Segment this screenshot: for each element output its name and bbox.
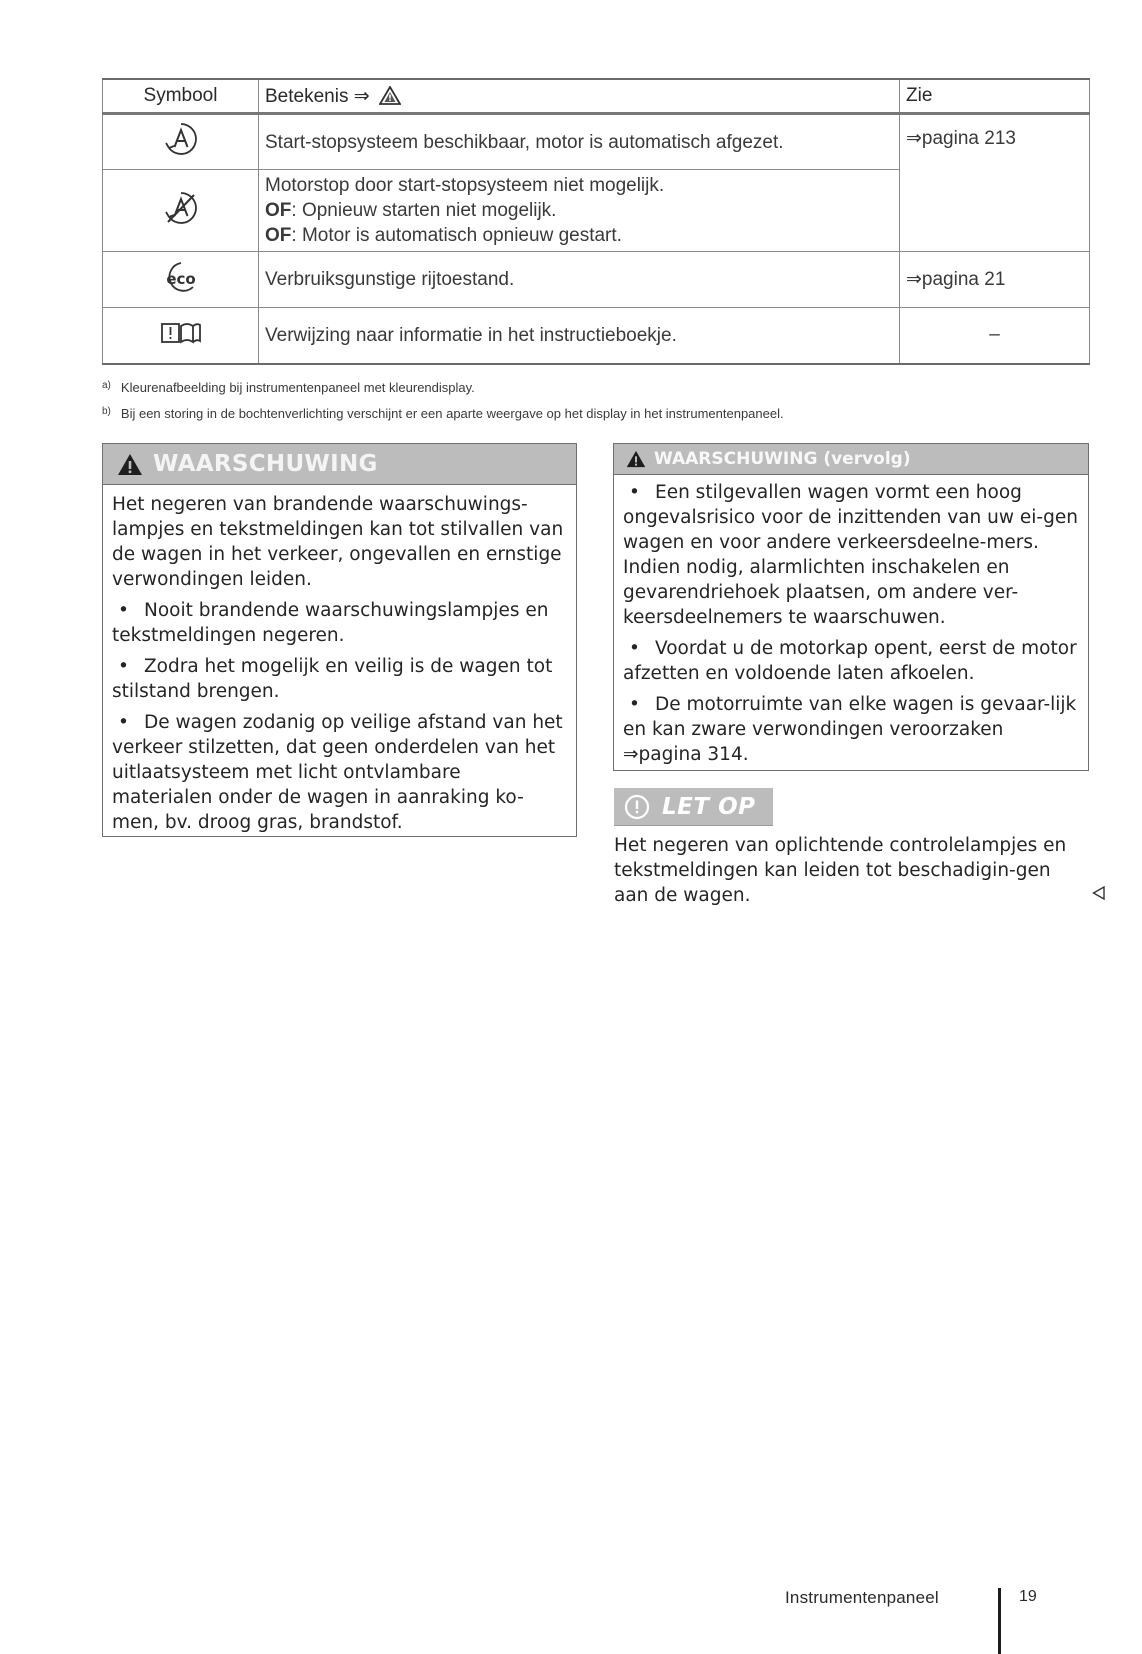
warning-box-continued [613,443,1089,771]
warning-title: WAARSCHUWING (vervolg) [654,449,911,469]
see-cell: ⇒pagina 213 [900,114,1090,252]
svg-text:eco: eco [165,269,196,288]
see-cell: ⇒pagina 21 [900,252,1090,308]
see-cell: – [900,308,1090,364]
eco-icon [159,259,203,295]
section-end-icon [1092,886,1106,900]
meaning-cell: Motorstop door start-stopsysteem niet mogelijk. OF: Opnieuw starten niet mogelijk. OF: Motor is automatisch opnieuw gestart. [259,170,900,252]
notice-title: LET OP [662,793,756,820]
header-meaning: Betekenis ⇒ [259,79,900,114]
start-stop-unavailable-icon [163,190,199,226]
symbol-cell [103,170,259,252]
start-stop-available-icon [163,121,199,157]
warning-header [103,444,576,485]
list-item: • Zodra het mogelijk en veilig is de wagen tot stilstand brengen. [112,656,553,702]
warning-body [614,475,1088,767]
list-item: • Nooit brandende waarschuwingslampjes en tekstmeldingen negeren. [112,600,549,646]
notice-header [614,788,773,826]
header-see: Zie [900,79,1090,114]
warning-triangle-icon [117,453,143,476]
warning-header [614,444,1088,475]
warning-intro: Het negeren van brandende waarschuwings-lampjes en tekstmeldingen kan tot stilvallen van de wagen in het verkeer, ongevallen en ernstige verwondingen leiden. [112,494,564,590]
warning-title: WAARSCHUWING [153,451,378,477]
list-item: • De wagen zodanig op veilige afstand van het verkeer stilzetten, dat geen onderdelen van het uitlaatsysteem met licht ontvlambare materialen onder de wagen in aanraking ko-men, bv. droog gras, brandstof. [112,712,563,833]
table-header-row [103,79,1090,114]
footer-divider [998,1588,1001,1654]
meaning-cell: Verwijzing naar informatie in het instructieboekje. [259,308,900,364]
table-row [103,308,1090,364]
list-item: • Een stilgevallen wagen vormt een hoog ongevalsrisico voor de inzittenden van uw ei-gen wagen en voor andere verkeersdeelne-mers. Indien nodig, alarmlichten inschakelen en gevarendriehoek plaatsen, om andere ver-keersdeelnemers te waarschuwen. [623,482,1078,628]
footnote: $^{b)}$ Bij een storing in de bochtenverlichting verschijnt er een aparte weergave op het display in het instrumentenpaneel. [102,406,784,421]
warning-triangle-icon [626,450,646,468]
table-row [103,252,1090,308]
symbol-table [102,78,1090,365]
symbol-cell [103,308,259,364]
warning-box [102,443,577,837]
footer-section-title: Instrumentenpaneel [785,1588,939,1607]
meaning-cell: Verbruiksgunstige rijtoestand. [259,252,900,308]
footnote: $^{a)}$ Kleurenafbeelding bij instrumentenpaneel met kleurendisplay. [102,380,475,395]
symbol-cell [103,252,259,308]
meaning-cell: Start-stopsysteem beschikbaar, motor is automatisch afgezet. [259,114,900,170]
list-item: • Voordat u de motorkap opent, eerst de motor afzetten en voldoende laten afkoelen. [623,638,1077,684]
table-row [103,114,1090,170]
warning-body [103,485,576,835]
notice-text: Het negeren van oplichtende controlelampjes en tekstmeldingen kan leiden tot beschadigin-gen aan de wagen. [614,835,1067,906]
symbol-cell [103,114,259,170]
warning-triangle-icon [379,86,401,105]
page-number: 19 [1019,1588,1037,1605]
manual-reference-icon [159,318,203,346]
header-symbol: Symbool [103,79,259,114]
notice-circle-icon [624,794,650,820]
list-item: • De motorruimte van elke wagen is gevaar-lijk en kan zware verwondingen veroorzaken ⇒pagina 314. [623,694,1077,765]
